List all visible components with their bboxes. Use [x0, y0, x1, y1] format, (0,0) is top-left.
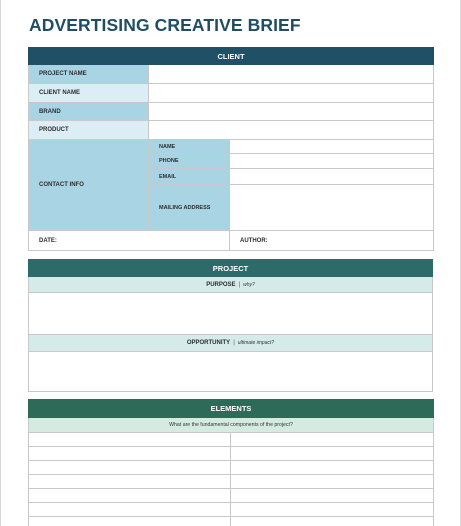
element-cell-left[interactable]	[29, 517, 231, 526]
element-row	[29, 447, 434, 461]
contact-name-field[interactable]	[230, 140, 434, 154]
contact-info-label: CONTACT INFO	[29, 140, 149, 231]
element-cell-right[interactable]	[231, 517, 434, 526]
element-cell-left[interactable]	[29, 503, 231, 517]
project-name-label: PROJECT NAME	[29, 65, 149, 84]
purpose-separator: |	[238, 281, 241, 288]
opportunity-band	[29, 335, 433, 352]
element-cell-right[interactable]	[231, 447, 434, 461]
element-cell-left[interactable]	[29, 447, 231, 461]
opportunity-label: OPPORTUNITY	[186, 340, 231, 346]
client-name-label: CLIENT NAME	[29, 84, 149, 103]
element-cell-left[interactable]	[29, 489, 231, 503]
element-cell-left[interactable]	[29, 461, 231, 475]
opportunity-note: ultimate impact?	[237, 340, 275, 346]
author-label: AUTHOR:	[240, 237, 268, 244]
contact-email-label: EMAIL	[149, 169, 230, 185]
element-row	[29, 433, 434, 447]
elements-prompt: What are the fundamental components of the project?	[29, 418, 434, 433]
product-label: PRODUCT	[29, 121, 149, 140]
product-field[interactable]	[149, 121, 434, 140]
contact-name-label: NAME	[149, 140, 230, 154]
opportunity-field[interactable]	[29, 352, 433, 392]
contact-mailing-address-field[interactable]	[230, 185, 434, 231]
element-cell-right[interactable]	[231, 475, 434, 489]
document-title: ADVERTISING CREATIVE BRIEF	[29, 15, 301, 35]
project-header: PROJECT	[29, 260, 433, 277]
element-cell-right[interactable]	[231, 433, 434, 447]
contact-phone-label: PHONE	[149, 154, 230, 169]
element-cell-right[interactable]	[231, 461, 434, 475]
purpose-note: why?	[243, 281, 255, 288]
project-name-field[interactable]	[149, 65, 434, 84]
project-table	[28, 259, 433, 392]
contact-email-field[interactable]	[230, 169, 434, 185]
element-cell-right[interactable]	[231, 503, 434, 517]
element-row	[29, 461, 434, 475]
client-name-field[interactable]	[149, 84, 434, 103]
element-cell-left[interactable]	[29, 475, 231, 489]
author-field[interactable]	[230, 231, 434, 251]
brand-label: BRAND	[29, 103, 149, 121]
client-header: CLIENT	[29, 48, 434, 65]
date-label: DATE:	[39, 237, 57, 244]
opportunity-separator: |	[233, 340, 235, 346]
element-row	[29, 475, 434, 489]
element-row	[29, 503, 434, 517]
elements-table	[28, 399, 434, 526]
purpose-band	[29, 277, 433, 293]
element-cell-right[interactable]	[231, 489, 434, 503]
elements-header: ELEMENTS	[29, 400, 434, 418]
contact-phone-field[interactable]	[230, 154, 434, 169]
purpose-label: PURPOSE	[206, 281, 236, 288]
contact-mailing-address-label: MAILING ADDRESS	[149, 185, 230, 231]
element-row	[29, 489, 434, 503]
element-row	[29, 517, 434, 526]
client-table	[28, 47, 434, 251]
element-cell-left[interactable]	[29, 433, 231, 447]
date-field[interactable]	[29, 231, 230, 251]
brand-field[interactable]	[149, 103, 434, 121]
purpose-field[interactable]	[29, 293, 433, 335]
